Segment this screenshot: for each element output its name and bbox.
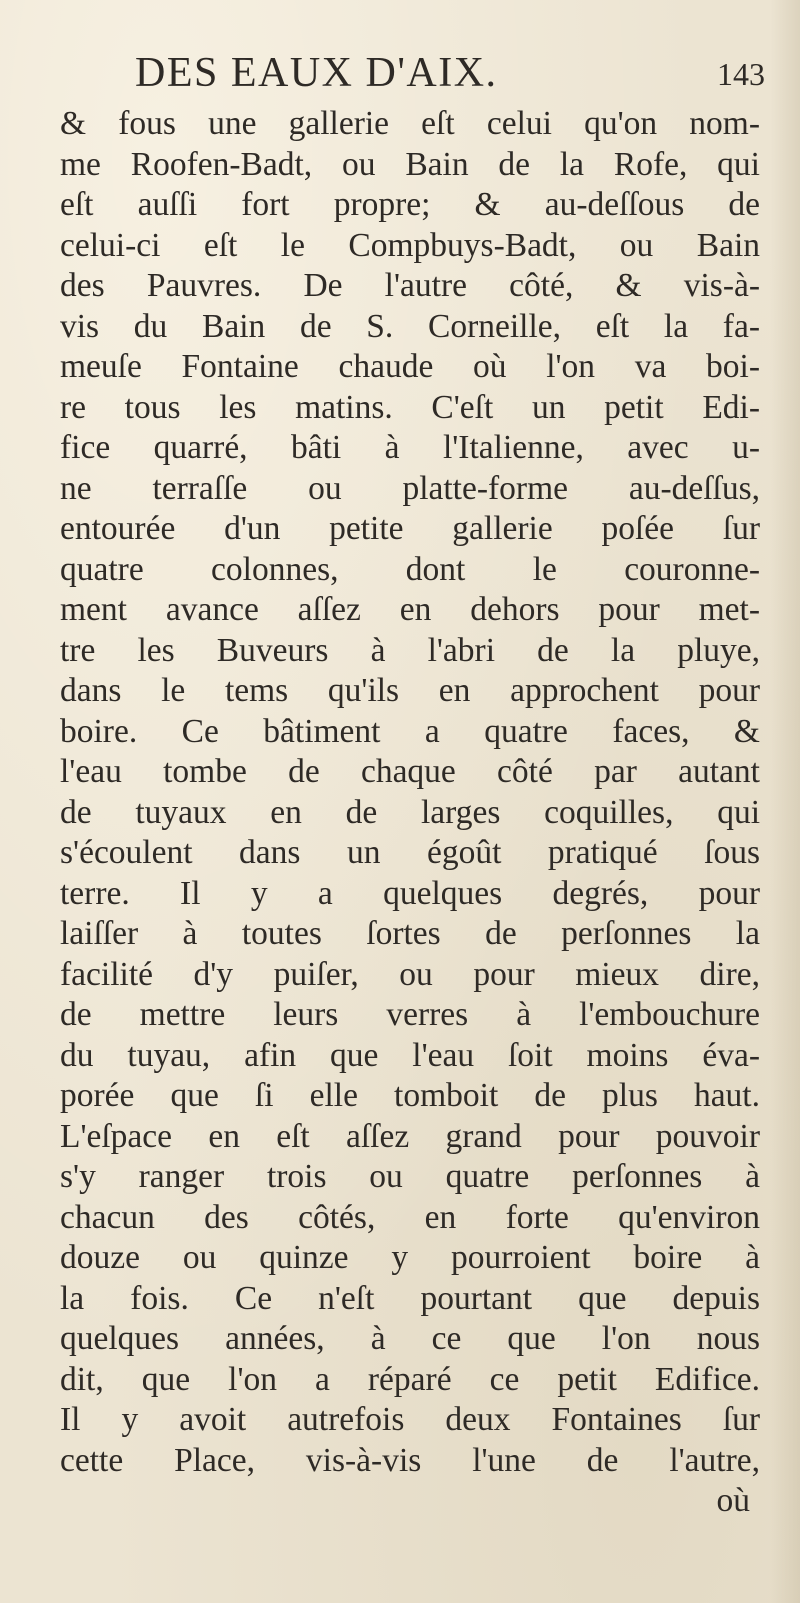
text-line: terre. Il y a quelques degrés, pour — [60, 874, 760, 912]
text-line: des Pauvres. De l'autre côté, & vis-à- — [60, 267, 760, 304]
text-line: tre les Buveurs à l'abri de la pluye, — [60, 631, 760, 669]
text-line: l'eau tombe de chaque côté par autant — [60, 753, 760, 790]
text-line: de tuyaux en de larges coquilles, qui — [60, 793, 760, 831]
text-line: la fois. Ce n'eſt pourtant que depuis — [60, 1279, 760, 1317]
text-line: re tous les matins. C'eſt un petit Edi- — [60, 388, 760, 426]
text-line: s'écoulent dans un égoût pratiqué ſous — [60, 834, 760, 871]
page-header — [135, 50, 765, 100]
text-line: facilité d'y puiſer, ou pour mieux dire, — [60, 955, 760, 993]
running-title: DES EAUX D'AIX. — [135, 50, 498, 96]
text-line: Il y avoit autrefois deux Fontaines ſur — [60, 1401, 760, 1438]
text-line: du tuyau, afin que l'eau ſoit moins éva- — [60, 1036, 760, 1074]
text-line: me Roofen-Badt, ou Bain de la Rofe, qui — [60, 145, 760, 183]
text-line: ment avance aſſez en dehors pour met- — [60, 591, 760, 628]
text-line: laiſſer à toutes ſortes de perſonnes la — [60, 915, 760, 952]
text-line: dans le tems qu'ils en approchent pour — [60, 672, 760, 709]
text-line: & fous une gallerie eſt celui qu'on nom- — [60, 105, 760, 142]
text-line: cette Place, vis-à-vis l'une de l'autre, — [60, 1441, 760, 1479]
text-line: chacun des côtés, en forte qu'environ — [60, 1198, 760, 1236]
text-line: de mettre leurs verres à l'embouchure — [60, 996, 760, 1033]
text-line: eſt auſſi fort propre; & au-deſſous de — [60, 186, 760, 223]
text-line: quelques années, à ce que l'on nous — [60, 1320, 760, 1357]
text-line: douze ou quinze y pourroient boire à — [60, 1239, 760, 1276]
text-line: fice quarré, bâti à l'Italienne, avec u- — [60, 429, 760, 466]
page-edge-shadow — [770, 0, 800, 1603]
text-line: ne terraſſe ou platte-forme au-deſſus, — [60, 469, 760, 507]
text-line: celui-ci eſt le Compbuys-Badt, ou Bain — [60, 226, 760, 264]
text-line: quatre colonnes, dont le couronne- — [60, 550, 760, 588]
text-line: meuſe Fontaine chaude où l'on va boi- — [60, 348, 760, 385]
text-line: L'eſpace en eſt aſſez grand pour pouvoir — [60, 1117, 760, 1155]
page-number: 143 — [717, 56, 765, 92]
body-text — [60, 104, 760, 1522]
text-line: vis du Bain de S. Corneille, eſt la fa- — [60, 307, 760, 345]
catchword: où — [716, 1482, 750, 1519]
text-line: boire. Ce bâtiment a quatre faces, & — [60, 712, 760, 750]
text-line: porée que ſi elle tomboit de plus haut. — [60, 1077, 760, 1114]
text-line: entourée d'un petite gallerie poſée ſur — [60, 510, 760, 547]
text-line: s'y ranger trois ou quatre perſonnes à — [60, 1158, 760, 1195]
text-line: dit, que l'on a réparé ce petit Edifice. — [60, 1360, 760, 1398]
